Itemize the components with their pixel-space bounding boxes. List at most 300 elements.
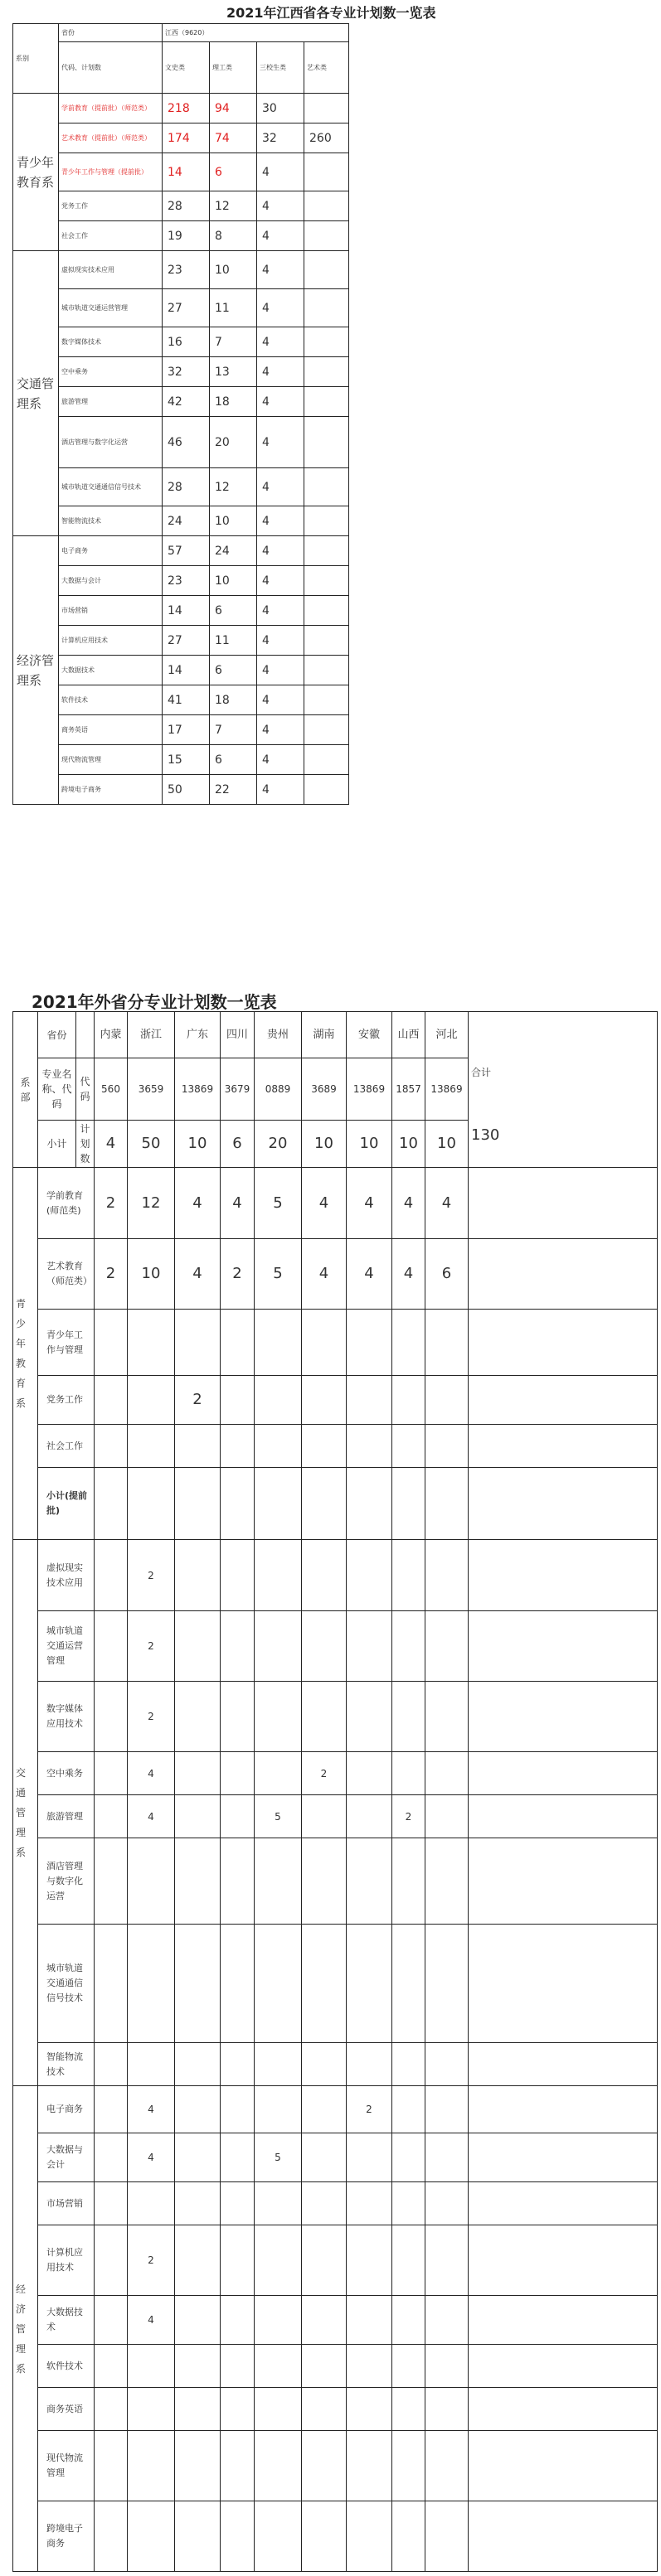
plan-count-cell bbox=[425, 2225, 469, 2296]
major-name: 现代物流管理 bbox=[59, 745, 163, 775]
plan-count-cell bbox=[302, 1795, 347, 1838]
plan-count-cell bbox=[175, 1611, 221, 1682]
plan-count-cell bbox=[347, 1540, 392, 1611]
plan-count-cell: 2 bbox=[128, 2225, 175, 2296]
plan-count-wen: 24 bbox=[163, 506, 210, 536]
plan-count-wen: 42 bbox=[163, 387, 210, 417]
plan-count-cell bbox=[221, 2225, 255, 2296]
plan-count-san: 4 bbox=[257, 221, 304, 251]
province-zhejiang: 浙江 bbox=[128, 1012, 175, 1058]
province-hebei: 河北 bbox=[425, 1012, 469, 1058]
plan-count-li: 12 bbox=[210, 468, 257, 506]
subtotal-anhui: 10 bbox=[347, 1121, 392, 1168]
plan-count-cell: 2 bbox=[302, 1752, 347, 1795]
plan-count-cell bbox=[221, 1540, 255, 1611]
plan-count-yi bbox=[304, 221, 349, 251]
plan-count-cell bbox=[255, 1838, 302, 1925]
plan-count-cell bbox=[425, 1376, 469, 1425]
code-sichuan: 3679 bbox=[221, 1058, 255, 1121]
plan-count-cell bbox=[95, 1795, 128, 1838]
plan-count-cell bbox=[347, 2133, 392, 2182]
plan-count-yi bbox=[304, 745, 349, 775]
total-cell bbox=[469, 2501, 658, 2572]
plan-count-san: 4 bbox=[257, 775, 304, 805]
major-name: 市场营销 bbox=[59, 596, 163, 626]
subtotal-neimeng: 4 bbox=[95, 1121, 128, 1168]
plan-count-cell bbox=[95, 2345, 128, 2388]
major-name: 虚拟现实技术应用 bbox=[38, 1540, 95, 1611]
plan-count-yi bbox=[304, 327, 349, 357]
plan-count-wen: 46 bbox=[163, 417, 210, 468]
province-anhui: 安徽 bbox=[347, 1012, 392, 1058]
plan-count-cell: 5 bbox=[255, 1168, 302, 1239]
table-row bbox=[13, 566, 349, 596]
table-row bbox=[13, 2133, 658, 2182]
total-cell bbox=[469, 1310, 658, 1376]
total-cell bbox=[469, 2388, 658, 2431]
plan-count-san: 4 bbox=[257, 468, 304, 506]
table-row bbox=[13, 2431, 658, 2501]
plan-count-li: 12 bbox=[210, 191, 257, 221]
plan-count-cell bbox=[175, 1425, 221, 1468]
code-header: 代码 bbox=[76, 1058, 95, 1121]
plan-count-cell bbox=[95, 2225, 128, 2296]
code-shanxi: 1857 bbox=[392, 1058, 425, 1121]
major-name: 社会工作 bbox=[38, 1425, 95, 1468]
plan-count-cell bbox=[175, 1752, 221, 1795]
major-name: 酒店管理与数字化运营 bbox=[38, 1838, 95, 1925]
major-name: 智能物流技术 bbox=[59, 506, 163, 536]
table-row bbox=[13, 289, 349, 327]
major-name: 电子商务 bbox=[59, 536, 163, 566]
col-header-san: 三校生类 bbox=[257, 42, 304, 94]
province-shanxi: 山西 bbox=[392, 1012, 425, 1058]
plan-count-yi bbox=[304, 251, 349, 289]
major-name: 电子商务 bbox=[38, 2086, 95, 2133]
plan-count-cell: 4 bbox=[128, 1752, 175, 1795]
subtotal-hunan: 10 bbox=[302, 1121, 347, 1168]
total-header: 合计 130 bbox=[469, 1012, 658, 1168]
plan-count-li: 6 bbox=[210, 153, 257, 191]
province-value: 江西（9620） bbox=[163, 24, 349, 42]
major-name: 跨境电子商务 bbox=[59, 775, 163, 805]
plan-count-yi: 260 bbox=[304, 123, 349, 153]
plan-count-li: 18 bbox=[210, 685, 257, 715]
table-row bbox=[13, 2501, 658, 2572]
plan-count-cell: 6 bbox=[425, 1239, 469, 1310]
major-name: 计算机应用技术 bbox=[38, 2225, 95, 2296]
plan-count-cell bbox=[302, 1425, 347, 1468]
plan-count-cell bbox=[221, 1838, 255, 1925]
plan-count-yi bbox=[304, 94, 349, 123]
plan-count-cell bbox=[221, 2182, 255, 2225]
plan-count-cell bbox=[128, 1310, 175, 1376]
plan-count-cell bbox=[128, 2501, 175, 2572]
province-sichuan: 四川 bbox=[221, 1012, 255, 1058]
plan-count-li: 94 bbox=[210, 94, 257, 123]
jiangxi-plan-table bbox=[12, 23, 349, 805]
dept-youth-education: 青少年教育系 bbox=[13, 1168, 38, 1540]
plan-count-cell bbox=[347, 1468, 392, 1540]
plan-count-san: 4 bbox=[257, 327, 304, 357]
total-cell bbox=[469, 1795, 658, 1838]
major-name: 大数据与会计 bbox=[59, 566, 163, 596]
plan-count-li: 10 bbox=[210, 566, 257, 596]
plan-count-li: 74 bbox=[210, 123, 257, 153]
plan-count-yi bbox=[304, 536, 349, 566]
plan-count-cell bbox=[392, 2431, 425, 2501]
plan-count-cell bbox=[302, 2345, 347, 2388]
plan-count-yi bbox=[304, 191, 349, 221]
plan-count-cell bbox=[347, 2388, 392, 2431]
dept-header: 系部 bbox=[13, 1012, 38, 1168]
plan-count-cell bbox=[95, 1310, 128, 1376]
plan-count-li: 7 bbox=[210, 715, 257, 745]
plan-count-li: 18 bbox=[210, 387, 257, 417]
table-row bbox=[13, 1752, 658, 1795]
plan-count-cell: 4 bbox=[221, 1168, 255, 1239]
plan-count-san: 4 bbox=[257, 506, 304, 536]
total-cell bbox=[469, 1838, 658, 1925]
plan-count-cell bbox=[95, 2431, 128, 2501]
plan-count-cell bbox=[221, 2501, 255, 2572]
plan-count-cell bbox=[255, 1468, 302, 1540]
table-row bbox=[13, 1310, 658, 1376]
table-row bbox=[13, 2182, 658, 2225]
plan-count-cell bbox=[175, 1682, 221, 1752]
table-row bbox=[13, 1239, 658, 1310]
subtotal-guizhou: 20 bbox=[255, 1121, 302, 1168]
plan-count-cell bbox=[175, 1838, 221, 1925]
table-row bbox=[13, 536, 349, 566]
plan-count-cell bbox=[255, 2296, 302, 2345]
plan-count-cell: 4 bbox=[175, 1239, 221, 1310]
plan-count-cell bbox=[128, 2043, 175, 2086]
table-row bbox=[13, 685, 349, 715]
plan-count-yi bbox=[304, 387, 349, 417]
plan-count-wen: 57 bbox=[163, 536, 210, 566]
plan-count-wen: 17 bbox=[163, 715, 210, 745]
dept-youth-education: 青少年教育系 bbox=[13, 94, 59, 251]
plan-count-cell bbox=[255, 2431, 302, 2501]
plan-count-cell bbox=[175, 2133, 221, 2182]
total-cell bbox=[469, 1376, 658, 1425]
major-name: 城市轨道交通运营管理 bbox=[59, 289, 163, 327]
total-cell bbox=[469, 2431, 658, 2501]
table-row bbox=[13, 2296, 658, 2345]
table-row bbox=[13, 2345, 658, 2388]
plan-count-cell bbox=[302, 1925, 347, 2043]
plan-count-wen: 28 bbox=[163, 191, 210, 221]
plan-count-cell bbox=[392, 2296, 425, 2345]
plan-count-san: 4 bbox=[257, 387, 304, 417]
plan-count-cell: 4 bbox=[128, 2296, 175, 2345]
major-name: 小计(提前批) bbox=[38, 1468, 95, 1540]
plan-count-li: 11 bbox=[210, 626, 257, 656]
plan-count-cell bbox=[347, 1752, 392, 1795]
plan-count-cell: 4 bbox=[347, 1239, 392, 1310]
plan-count-cell bbox=[347, 2225, 392, 2296]
plan-count-cell bbox=[221, 2133, 255, 2182]
table-row bbox=[13, 1795, 658, 1838]
major-name: 空中乘务 bbox=[59, 357, 163, 387]
table-row bbox=[13, 745, 349, 775]
table-row bbox=[13, 417, 349, 468]
total-cell bbox=[469, 1611, 658, 1682]
table2-title: 2021年外省分专业计划数一览表 bbox=[32, 992, 277, 1012]
plan-count-wen: 28 bbox=[163, 468, 210, 506]
province-neimeng: 内蒙 bbox=[95, 1012, 128, 1058]
table-row bbox=[13, 2388, 658, 2431]
total-cell bbox=[469, 1425, 658, 1468]
plan-count-cell bbox=[392, 1752, 425, 1795]
plan-count-cell: 2 bbox=[128, 1611, 175, 1682]
plan-count-cell bbox=[255, 2345, 302, 2388]
plan-count-cell bbox=[95, 1611, 128, 1682]
plan-count-cell: 4 bbox=[302, 1239, 347, 1310]
subtotal-shanxi: 10 bbox=[392, 1121, 425, 1168]
plan-count-cell bbox=[392, 2225, 425, 2296]
province-header-spacer bbox=[76, 1012, 95, 1058]
plan-count-cell bbox=[221, 2431, 255, 2501]
plan-count-wen: 15 bbox=[163, 745, 210, 775]
plan-count-cell bbox=[425, 1468, 469, 1540]
plan-count-cell bbox=[95, 2133, 128, 2182]
other-provinces-plan-table bbox=[12, 1011, 658, 2572]
plan-count-cell: 4 bbox=[128, 2086, 175, 2133]
plan-count-cell bbox=[425, 1838, 469, 1925]
plan-count-cell bbox=[302, 2043, 347, 2086]
plan-count-san: 4 bbox=[257, 745, 304, 775]
major-name: 学前教育(师范类) bbox=[38, 1168, 95, 1239]
code-hebei: 13869 bbox=[425, 1058, 469, 1121]
plan-count-cell bbox=[128, 1468, 175, 1540]
total-cell bbox=[469, 2043, 658, 2086]
plan-count-cell: 2 bbox=[95, 1168, 128, 1239]
code-guizhou: 0889 bbox=[255, 1058, 302, 1121]
table-row bbox=[13, 1376, 658, 1425]
major-name: 现代物流管理 bbox=[38, 2431, 95, 2501]
major-name: 大数据技术 bbox=[38, 2296, 95, 2345]
plan-count-cell bbox=[425, 1425, 469, 1468]
plan-count-cell bbox=[392, 1925, 425, 2043]
plan-count-cell bbox=[302, 1376, 347, 1425]
plan-count-cell bbox=[392, 2388, 425, 2431]
plan-count-cell bbox=[425, 1540, 469, 1611]
plan-count-li: 7 bbox=[210, 327, 257, 357]
province-hunan: 湖南 bbox=[302, 1012, 347, 1058]
plan-count-cell bbox=[95, 1682, 128, 1752]
table-row bbox=[13, 357, 349, 387]
plan-count-cell: 5 bbox=[255, 2133, 302, 2182]
plan-count-yi bbox=[304, 506, 349, 536]
plan-count-cell bbox=[425, 1752, 469, 1795]
table-row bbox=[13, 1611, 658, 1682]
plan-count-cell bbox=[425, 2388, 469, 2431]
plan-count-yi bbox=[304, 626, 349, 656]
plan-count-cell bbox=[95, 1752, 128, 1795]
plan-count-san: 4 bbox=[257, 191, 304, 221]
code-anhui: 13869 bbox=[347, 1058, 392, 1121]
plan-count-cell: 2 bbox=[128, 1540, 175, 1611]
table-row bbox=[13, 387, 349, 417]
plan-count-cell bbox=[175, 2182, 221, 2225]
plan-count-cell: 4 bbox=[392, 1239, 425, 1310]
table-row bbox=[13, 153, 349, 191]
major-name: 空中乘务 bbox=[38, 1752, 95, 1795]
province-guangdong: 广东 bbox=[175, 1012, 221, 1058]
plan-count-wen: 27 bbox=[163, 626, 210, 656]
plan-count-cell bbox=[221, 1925, 255, 2043]
plan-count-cell bbox=[302, 2296, 347, 2345]
plan-count-cell bbox=[425, 2345, 469, 2388]
plan-count-wen: 32 bbox=[163, 357, 210, 387]
table-row bbox=[13, 221, 349, 251]
plan-count-cell bbox=[392, 2133, 425, 2182]
plan-count-cell bbox=[302, 1838, 347, 1925]
major-name: 跨境电子商务 bbox=[38, 2501, 95, 2572]
table-row bbox=[13, 94, 349, 123]
total-cell bbox=[469, 2225, 658, 2296]
dept-economic-management: 经济管理系 bbox=[13, 2086, 38, 2572]
plan-count-cell bbox=[221, 2345, 255, 2388]
plan-count-cell bbox=[392, 1310, 425, 1376]
plan-count-cell bbox=[128, 2388, 175, 2431]
plan-count-li: 13 bbox=[210, 357, 257, 387]
plan-count-cell bbox=[255, 2086, 302, 2133]
plan-count-cell bbox=[175, 2086, 221, 2133]
total-cell bbox=[469, 1168, 658, 1239]
plan-count-cell: 12 bbox=[128, 1168, 175, 1239]
plan-count-cell: 4 bbox=[128, 2133, 175, 2182]
major-name: 计算机应用技术 bbox=[59, 626, 163, 656]
province-guizhou: 贵州 bbox=[255, 1012, 302, 1058]
plan-count-cell bbox=[347, 2345, 392, 2388]
dept-traffic-management: 交通管理系 bbox=[13, 1540, 38, 2086]
plan-count-cell bbox=[128, 1376, 175, 1425]
plan-count-cell bbox=[425, 2296, 469, 2345]
plan-count-cell bbox=[175, 2431, 221, 2501]
plan-count-cell bbox=[392, 2501, 425, 2572]
plan-count-cell bbox=[392, 1376, 425, 1425]
plan-count-yi bbox=[304, 715, 349, 745]
subtotal-zhejiang: 50 bbox=[128, 1121, 175, 1168]
major-name: 软件技术 bbox=[38, 2345, 95, 2388]
major-name: 智能物流技术 bbox=[38, 2043, 95, 2086]
plan-count-cell bbox=[221, 2388, 255, 2431]
plan-count-san: 4 bbox=[257, 153, 304, 191]
plan-count-cell: 4 bbox=[425, 1168, 469, 1239]
grand-total: 130 bbox=[471, 1126, 500, 1144]
plan-count-wen: 14 bbox=[163, 596, 210, 626]
plan-count-cell bbox=[95, 2043, 128, 2086]
major-name: 虚拟现实技术应用 bbox=[59, 251, 163, 289]
plan-count-cell bbox=[425, 2431, 469, 2501]
total-cell bbox=[469, 2345, 658, 2388]
table-row bbox=[13, 596, 349, 626]
dept-economic-management: 经济管理系 bbox=[13, 536, 59, 805]
plan-count-cell bbox=[392, 1468, 425, 1540]
plan-count-cell bbox=[392, 1838, 425, 1925]
plan-count-cell bbox=[128, 2182, 175, 2225]
plan-count-cell: 4 bbox=[302, 1168, 347, 1239]
major-name: 城市轨道交通运营管理 bbox=[38, 1611, 95, 1682]
plan-count-san: 30 bbox=[257, 94, 304, 123]
plan-count-cell bbox=[425, 1682, 469, 1752]
plan-count-cell bbox=[95, 2086, 128, 2133]
col-header-wen: 文史类 bbox=[163, 42, 210, 94]
total-cell bbox=[469, 2086, 658, 2133]
plan-count-cell bbox=[425, 1925, 469, 2043]
table-row bbox=[13, 656, 349, 685]
plan-count-san: 4 bbox=[257, 251, 304, 289]
plan-count-cell bbox=[347, 1795, 392, 1838]
table-row bbox=[13, 2225, 658, 2296]
plan-count-san: 4 bbox=[257, 596, 304, 626]
table-row bbox=[13, 1925, 658, 2043]
plan-count-cell bbox=[221, 1468, 255, 1540]
plan-count-li: 24 bbox=[210, 536, 257, 566]
col-header-yi: 艺术类 bbox=[304, 42, 349, 94]
plan-count-cell: 4 bbox=[347, 1168, 392, 1239]
plan-count-cell: 2 bbox=[128, 1682, 175, 1752]
plan-count-san: 4 bbox=[257, 417, 304, 468]
plan-count-cell bbox=[255, 2043, 302, 2086]
plan-count-cell bbox=[347, 1838, 392, 1925]
plan-count-cell bbox=[392, 1540, 425, 1611]
plan-count-wen: 27 bbox=[163, 289, 210, 327]
plan-count-cell bbox=[255, 2388, 302, 2431]
plan-count-cell bbox=[347, 1925, 392, 2043]
major-name: 党务工作 bbox=[59, 191, 163, 221]
major-name: 城市轨道交通通信信号技术 bbox=[59, 468, 163, 506]
plan-count-li: 20 bbox=[210, 417, 257, 468]
plan-count-cell: 4 bbox=[392, 1168, 425, 1239]
total-cell bbox=[469, 2182, 658, 2225]
total-cell bbox=[469, 2296, 658, 2345]
plan-count-yi bbox=[304, 289, 349, 327]
total-cell bbox=[469, 1925, 658, 2043]
code-hunan: 3689 bbox=[302, 1058, 347, 1121]
plan-count-cell bbox=[221, 2043, 255, 2086]
plan-count-wen: 50 bbox=[163, 775, 210, 805]
plan-count-cell bbox=[175, 1540, 221, 1611]
major-name: 旅游管理 bbox=[59, 387, 163, 417]
plan-count-cell bbox=[255, 1682, 302, 1752]
total-cell bbox=[469, 1468, 658, 1540]
plan-count-cell bbox=[255, 1752, 302, 1795]
subtotal-header: 小计 bbox=[38, 1121, 76, 1168]
plan-count-cell bbox=[128, 1425, 175, 1468]
plan-count-san: 4 bbox=[257, 536, 304, 566]
plan-count-cell bbox=[221, 1310, 255, 1376]
major-name: 旅游管理 bbox=[38, 1795, 95, 1838]
plan-count-cell bbox=[95, 2296, 128, 2345]
plan-count-wen: 23 bbox=[163, 566, 210, 596]
plan-count-cell bbox=[221, 1611, 255, 1682]
plan-count-cell bbox=[302, 2431, 347, 2501]
major-name-code-header: 专业名称、代码 bbox=[38, 1058, 76, 1121]
table-row bbox=[13, 468, 349, 506]
plan-count-cell bbox=[392, 2043, 425, 2086]
plan-count-wen: 16 bbox=[163, 327, 210, 357]
table-row bbox=[13, 1168, 658, 1239]
plan-count-cell bbox=[175, 2296, 221, 2345]
plan-count-cell bbox=[347, 1376, 392, 1425]
plan-count-cell bbox=[302, 2182, 347, 2225]
table1-title: 2021年江西省各专业计划数一览表 bbox=[226, 5, 436, 21]
plan-count-cell bbox=[347, 2296, 392, 2345]
